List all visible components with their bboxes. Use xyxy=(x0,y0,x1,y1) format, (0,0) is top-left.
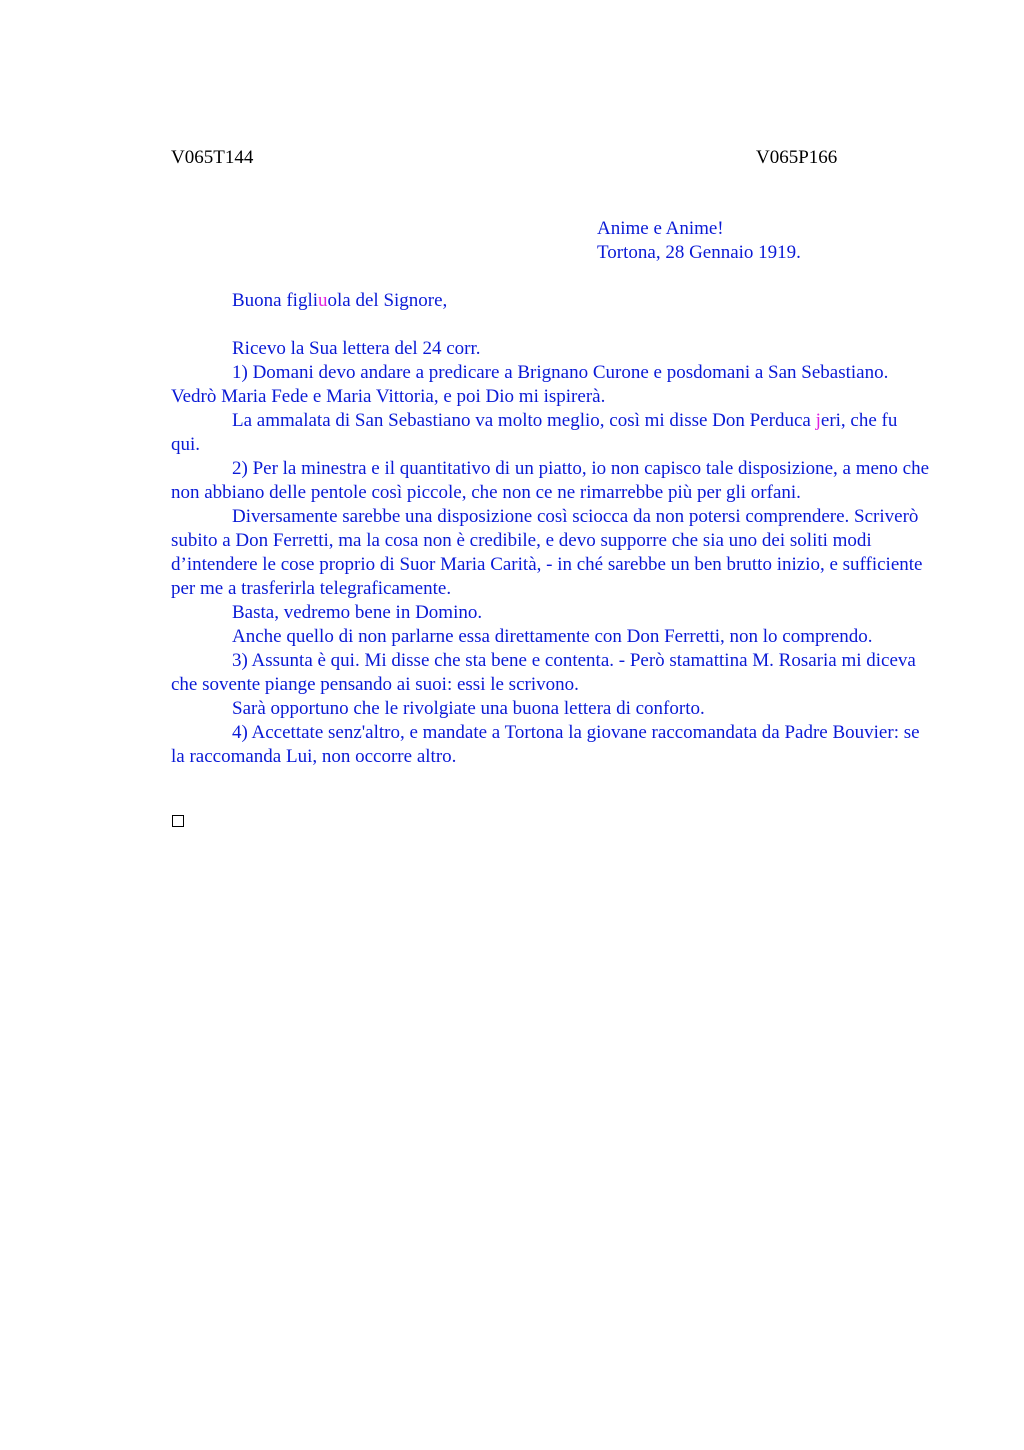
paragraph-1: Ricevo la Sua lettera del 24 corr. xyxy=(232,338,481,359)
document-code-left: V065T144 xyxy=(171,147,254,168)
paragraph-4: 2) Per la minestra e il quantitativo di un piatto, io non capisco tale disposizione, a meno che non abbiano delle pentole così piccole, che non ce ne rimarrebbe più per gli orfani. xyxy=(171,458,930,503)
salutation xyxy=(232,289,447,313)
paragraph-10: 4) Accettate senz'altro, e mandate a Tortona la giovane raccomandata da Padre Bouvier: se la raccomanda Lui, non occorre altro. xyxy=(171,722,920,767)
document-code-right: V065P166 xyxy=(756,147,838,168)
paragraph-3-part-1: La ammalata di San Sebastiano va molto meglio, così mi disse Don Perduca xyxy=(232,410,816,431)
paragraph-3-highlight: j xyxy=(815,410,821,431)
paragraph-3 xyxy=(171,409,931,457)
salutation-part-1: Buona figli xyxy=(232,290,319,311)
paragraph-2: 1) Domani devo andare a predicare a Brignano Curone e posdomani a San Sebastiano. Vedrò Maria Fede e Maria Vittoria, e poi Dio mi ispirerà. xyxy=(171,362,889,407)
paragraph-6: Basta, vedremo bene in Domino. xyxy=(232,602,483,623)
motto: Anime e Anime! xyxy=(597,218,724,239)
letter-heading xyxy=(597,217,801,265)
paragraph-5: Diversamente sarebbe una disposizione così sciocca da non potersi comprendere. Scriverò subito a Don Ferretti, ma la cosa non è credibile, e devo supporre che sia uno dei soliti modi d’intendere le cose proprio di Suor Maria Carità, - in ché sarebbe un ben brutto inizio, e sufficiente per me a trasferirla telegraficamente. xyxy=(171,506,923,599)
salutation-part-2: ola del Signore, xyxy=(327,290,448,311)
paragraph-3-part-2: eri, che fu qui. xyxy=(171,410,898,455)
paragraph-8: 3) Assunta è qui. Mi disse che sta bene e contenta. - Però stamattina M. Rosaria mi diceva che sovente piange pensando ai suoi: essi le scrivono. xyxy=(171,650,916,695)
paragraph-7: Anche quello di non parlarne essa direttamente con Don Ferretti, non lo comprendo. xyxy=(232,626,873,647)
salutation-highlight: u xyxy=(318,290,328,311)
paragraph-9: Sarà opportuno che le rivolgiate una buona lettera di conforto. xyxy=(232,698,705,719)
letter-body xyxy=(171,337,931,769)
place-date: Tortona, 28 Gennaio 1919. xyxy=(597,242,801,263)
end-marker-box-icon xyxy=(172,815,184,827)
